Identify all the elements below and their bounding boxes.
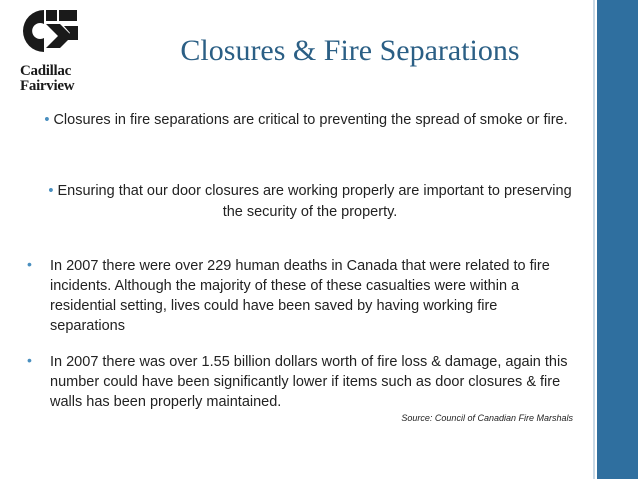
logo-mark-icon [20, 8, 82, 54]
logo-wordmark [20, 64, 112, 94]
bullet-marker: • [27, 352, 32, 368]
logo-line-1: Cadillac [20, 63, 71, 79]
cadillac-fairview-logo [14, 8, 104, 92]
bullet-text: Closures in fire separations are critical to preventing the spread of smoke or fire. [53, 112, 568, 128]
bullet-3: In 2007 there were over 229 human deaths in Canada that were related to fire incidents. Although the majority of these of these casualties were within a residential setting, lives could have been saved by having working fire separations [50, 258, 550, 334]
bullet-text: Ensuring that our door closures are working properly are important to preserving the security of the property. [57, 183, 572, 220]
source-citation: Source: Council of Canadian Fire Marshals [401, 413, 573, 423]
slide-title: Closures & Fire Separations [180, 34, 520, 67]
bullet-4: In 2007 there was over 1.55 billion dollars worth of fire loss & damage, again this number could have been significantly lower if items such as door closures & fire walls has been properly maintained. [50, 354, 568, 410]
bullet-marker: • [27, 256, 32, 272]
bullet-marker: • [44, 112, 50, 128]
bullet-2 [40, 181, 580, 223]
bullet-1 [26, 110, 586, 131]
right-bar-divider [593, 0, 595, 479]
bullet-marker: • [48, 183, 54, 199]
right-accent-bar [597, 0, 638, 479]
logo-line-2: Fairview [20, 78, 75, 94]
